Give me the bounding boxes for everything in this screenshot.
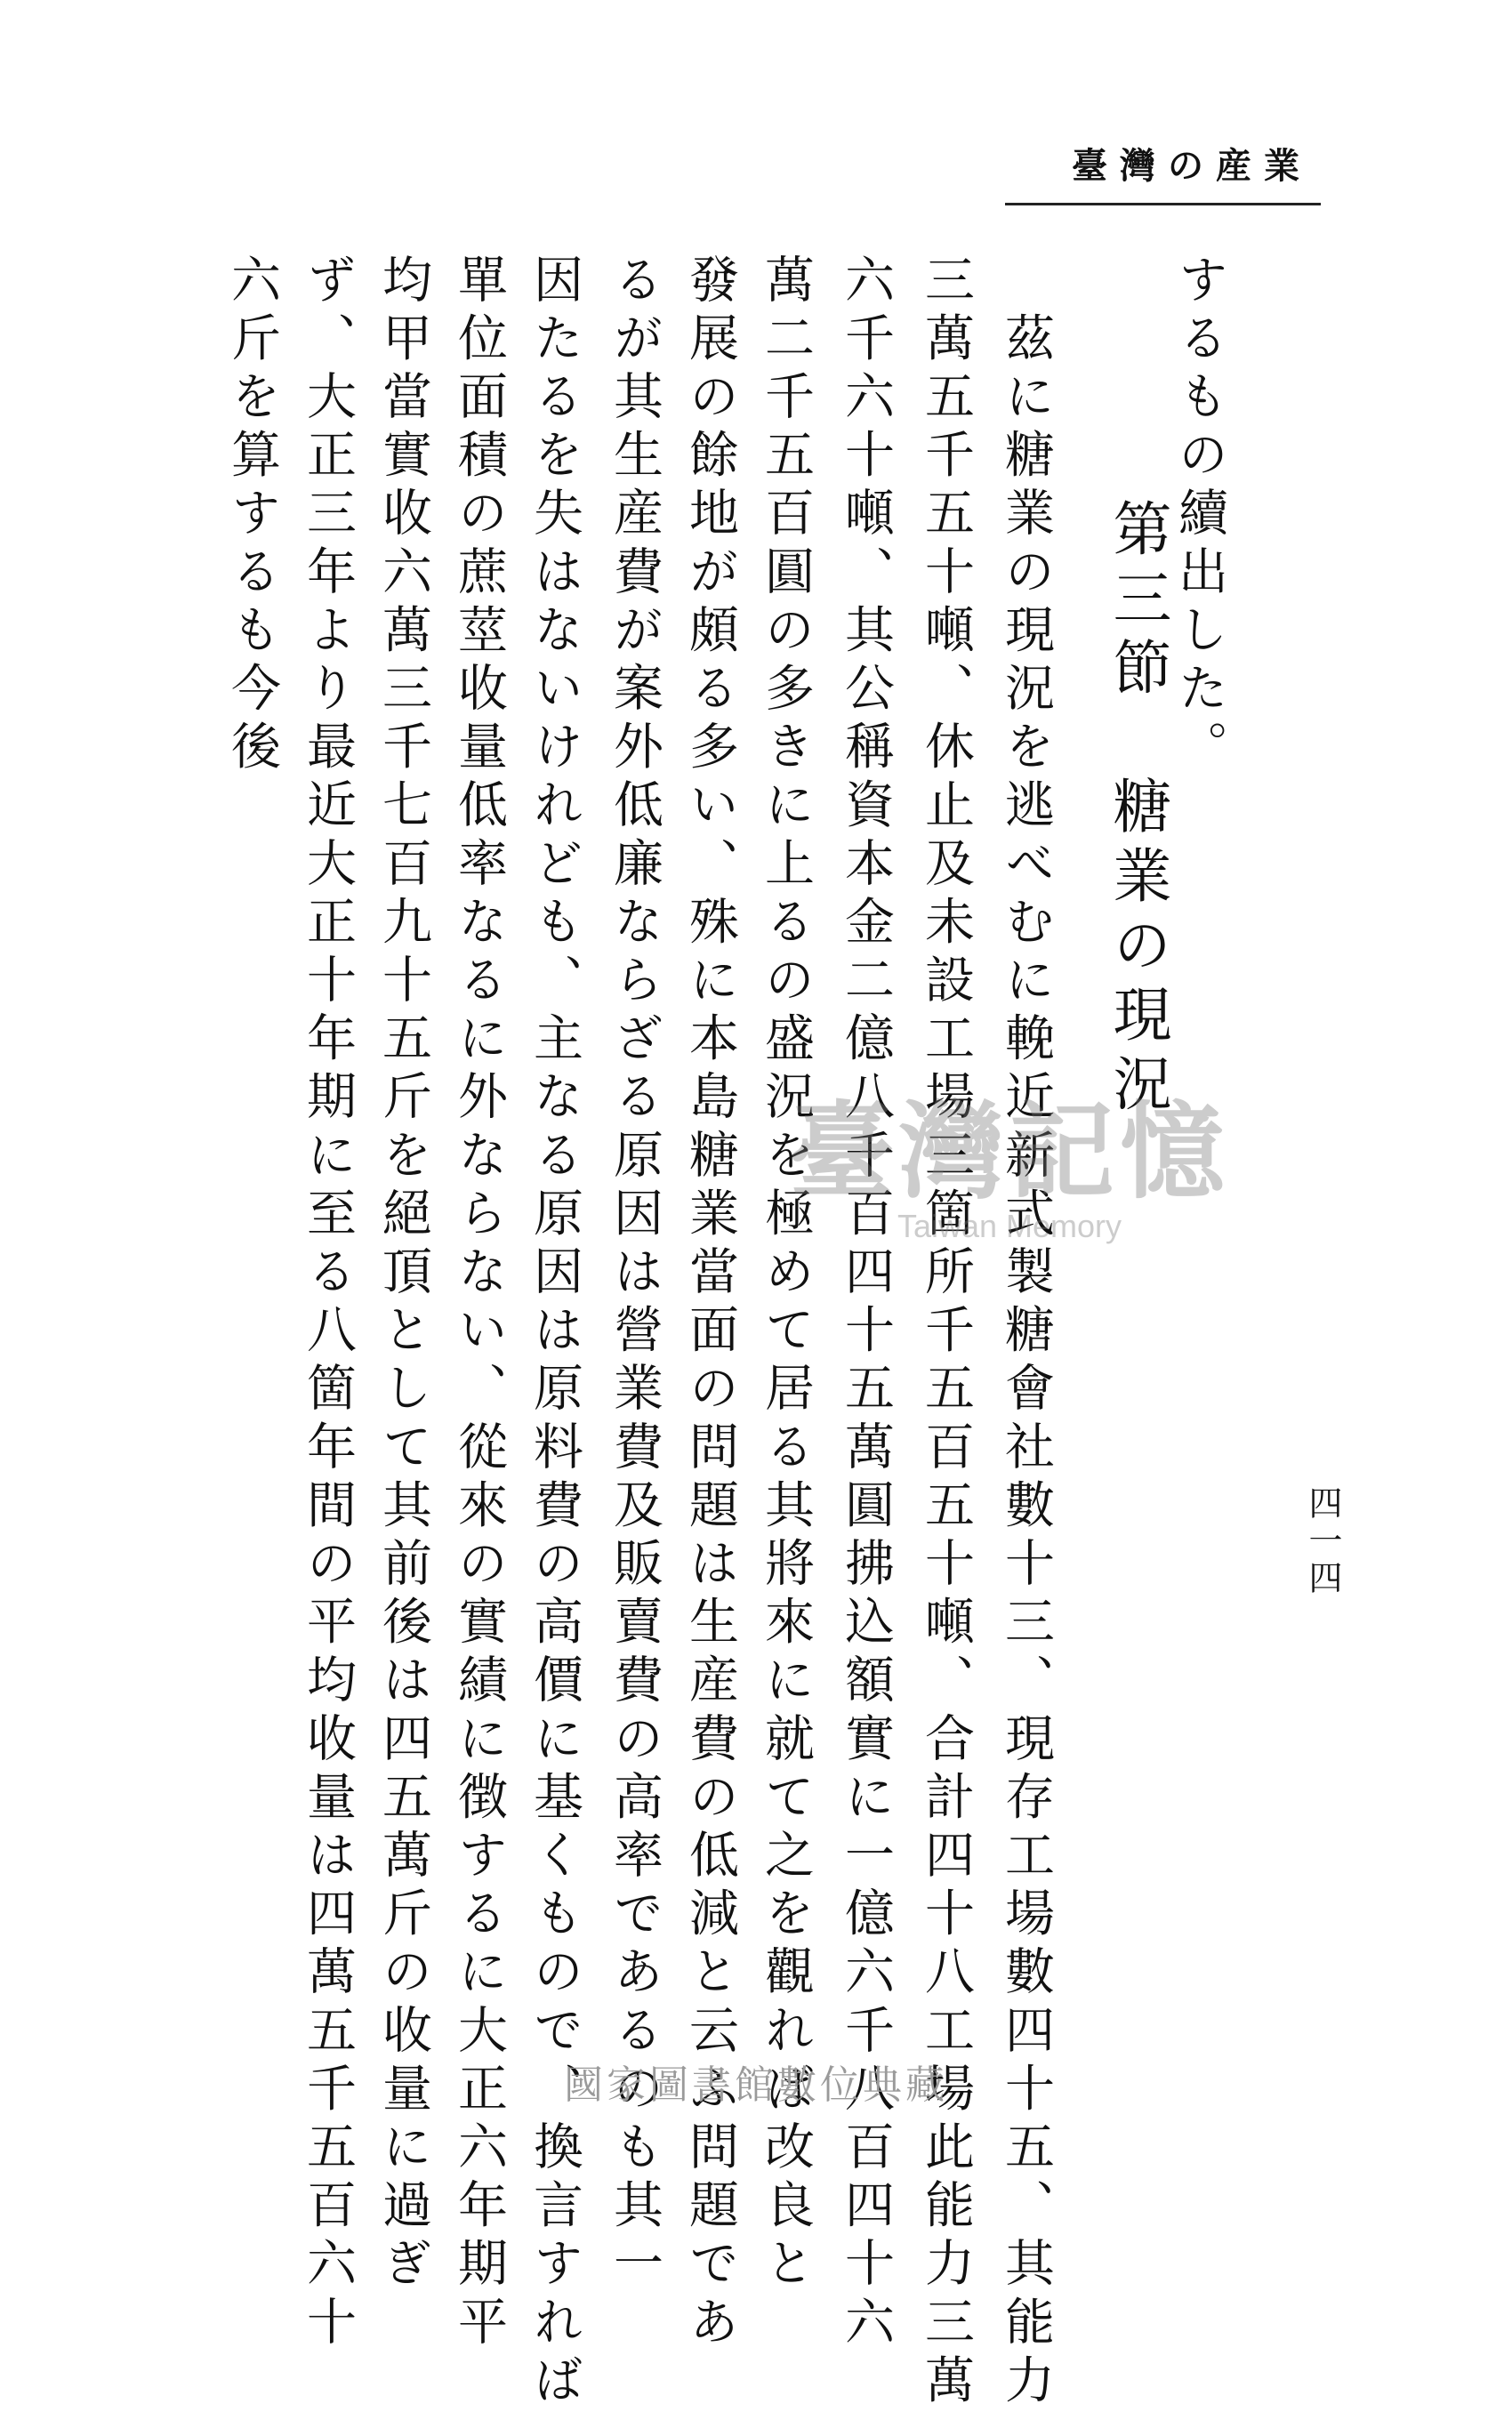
body-column-4: 三萬五千五十噸、休止及未設工場三箇所千五百五十噸、合計四十八工場此能力三萬 xyxy=(917,253,975,2412)
header-rule xyxy=(1005,203,1321,205)
body-column-9: 因たるを失はないけれども、主なる原因は原料費の高價に基くもので、換言すれば xyxy=(526,253,583,2412)
watermark-en: Taiwan Memory xyxy=(897,1208,1122,1244)
section-heading: 第三節 糖業の現況 xyxy=(1103,498,1171,1122)
body-column-6: 萬二千五百圓の多きに上るの盛況を極めて居る其將來に就て之を觀れば改良と xyxy=(757,253,815,2295)
body-column-12: ず、大正三年より最近大正十年期に至る八箇年間の平均收量は四萬五千五百六十 xyxy=(299,253,357,2354)
body-column-11: 均甲當實收六萬三千七百九十五斤を絕頂として其前後は四五萬斤の收量に過ぎ xyxy=(374,253,432,2295)
body-column-10: 單位面積の蔗莖收量低率なるに外ならない、從來の實績に徴するに大正六年期平 xyxy=(450,253,508,2354)
body-column-1: するもの續出した。 xyxy=(1170,253,1228,779)
running-head: 臺灣の産業 xyxy=(1072,145,1312,187)
page-number: 四一四 xyxy=(1303,1485,1342,1597)
footer-credit: 國家圖書館數位典藏 xyxy=(564,2062,948,2108)
body-column-7: 發展の餘地が頗る多い、殊に本島糖業當面の問題は生産費の低減と云ふ問題であ xyxy=(681,253,739,2354)
body-column-8: るが其生産費が案外低廉ならざる原因は營業費及販賣費の高率であるのも其一 xyxy=(606,253,664,2295)
body-column-13: 六斤を算するも今後 xyxy=(223,253,281,779)
body-column-5: 六千六十噸、其公稱資本金二億八千百四十五萬圓拂込額實に一億六千八百四十六 xyxy=(837,253,895,2354)
watermark-cjk: 臺灣記憶 xyxy=(788,1089,1230,1213)
body-column-3: 茲に糖業の現況を逃べむに輓近新式製糖會社數十三、現存工場數四十五、其能力 xyxy=(997,253,1055,2412)
